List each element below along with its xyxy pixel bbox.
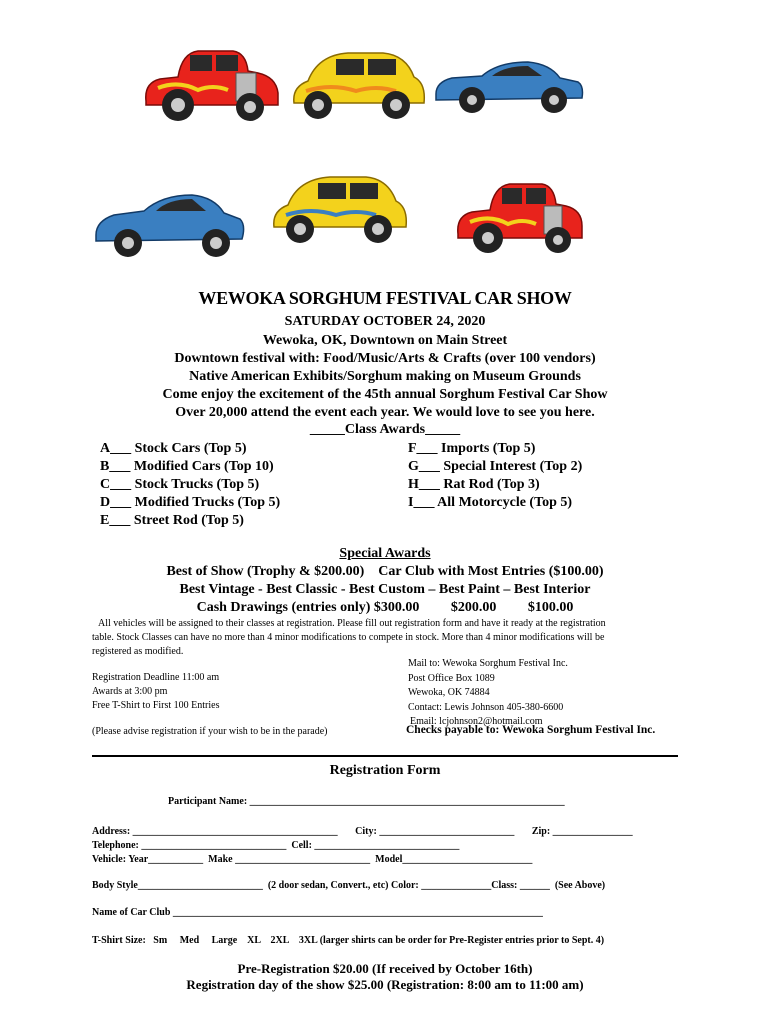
awards-time-text: Awards at 3:00 pm	[92, 686, 168, 697]
blue-camaro-image-2	[92, 185, 247, 265]
event-location: Wewoka, OK, Downtown on Main Street	[262, 333, 508, 348]
body-style-field[interactable]: Body Style_________________________ (2 door sedan, Convert., etc) Color: ______________Class: ______ (See Above)	[92, 880, 606, 891]
schedule-info	[92, 671, 220, 713]
class-awards-right	[408, 440, 582, 512]
festival-line: Downtown festival with: Food/Music/Arts & Crafts (over 100 vendors)	[174, 351, 596, 366]
red-hotrod-image-2	[452, 178, 587, 258]
special-awards-line: Best Vintage - Best Classic - Best Custom – Best Paint – Best Interior	[179, 582, 591, 597]
deadline-text: Registration Deadline 11:00 am	[92, 672, 220, 683]
red-hotrod-image-1	[138, 43, 283, 125]
telephone-field[interactable]: Telephone: _____________________________ Cell: _____________________________	[92, 840, 460, 851]
address-field[interactable]: Address: _________________________________________ City: ___________________________ Zip: ________________	[92, 826, 633, 837]
special-awards-line: Best of Show (Trophy & $200.00) Car Club with Most Entries ($100.00)	[166, 564, 604, 579]
class-item: H___ Rat Rod (Top 3)	[408, 477, 540, 492]
class-item: F___ Imports (Top 5)	[408, 441, 536, 456]
cash-drawings-line: Cash Drawings (entries only) $300.00 $200.00 $100.00	[196, 600, 574, 615]
class-item: B___ Modified Cars (Top 10)	[100, 459, 274, 474]
class-item: I___ All Motorcycle (Top 5)	[408, 495, 573, 510]
car-club-field[interactable]: Name of Car Club __________________________________________________________________________	[92, 907, 543, 918]
divider	[92, 755, 678, 757]
class-item: G___ Special Interest (Top 2)	[408, 459, 583, 474]
vehicle-field[interactable]: Vehicle: Year___________ Make ___________________________ Model__________________________	[92, 854, 533, 865]
exhibits-line: Native American Exhibits/Sorghum making on Museum Grounds	[189, 369, 581, 384]
attendance-line: Over 20,000 attend the event each year. We would love to see you here.	[175, 405, 595, 420]
special-awards-title: Special Awards	[339, 546, 431, 561]
pre-registration-fee: Pre-Registration $20.00 (If received by October 16th)	[237, 961, 533, 976]
checks-payable: Checks payable to: Wewoka Sorghum Festival Inc.	[406, 724, 656, 736]
tshirt-offer-text: Free T-Shirt to First 100 Entries	[92, 700, 220, 711]
page-title: WEWOKA SORGHUM FESTIVAL CAR SHOW	[198, 288, 572, 308]
participant-name-field[interactable]: Participant Name: _______________________________________________________________	[168, 796, 565, 807]
class-awards-left	[100, 440, 280, 530]
class-item: C___ Stock Trucks (Top 5)	[100, 477, 260, 492]
parade-note: (Please advise registration if your wish to be in the parade)	[92, 726, 328, 737]
invite-line: Come enjoy the excitement of the 45th annual Sorghum Festival Car Show	[162, 387, 608, 402]
yellow-sedan-image-2	[268, 173, 413, 248]
class-item: A___ Stock Cars (Top 5)	[100, 441, 247, 456]
email-text: Email: lcjohnson2@hotmail.com	[410, 716, 543, 727]
day-registration-fee: Registration day of the show $25.00 (Registration: 8:00 am to 11:00 am)	[186, 977, 584, 992]
class-awards-title: _____Class Awards_____	[309, 422, 461, 437]
event-date: SATURDAY OCTOBER 24, 2020	[284, 314, 486, 329]
mailing-info: Mail to: Wewoka Sorghum Festival Inc. Post Office Box 1089 Wewoka, OK 74884 Contact: Lewis Johnson 405-380-6600 Email: lcjohnson2@hotmail.com	[408, 657, 568, 730]
tshirt-size-field[interactable]: T-Shirt Size: Sm Med Large XL 2XL 3XL (larger shirts can be order for Pre-Register entries prior to Sept. 4)	[92, 935, 605, 946]
yellow-sedan-image-1	[288, 47, 428, 125]
class-item: E___ Street Rod (Top 5)	[100, 513, 244, 528]
form-title: Registration Form	[329, 763, 441, 778]
rules-paragraph: All vehicles will be assigned to their classes at registration. Please fill out registration form and have it ready at the registration table. Stock Classes can have no more than 4 minor modifications to compete in stock. More than 4 minor modifications will be registered as modified.	[92, 618, 606, 657]
blue-camaro-image-1	[432, 54, 587, 120]
class-item: D___ Modified Trucks (Top 5)	[100, 495, 281, 510]
